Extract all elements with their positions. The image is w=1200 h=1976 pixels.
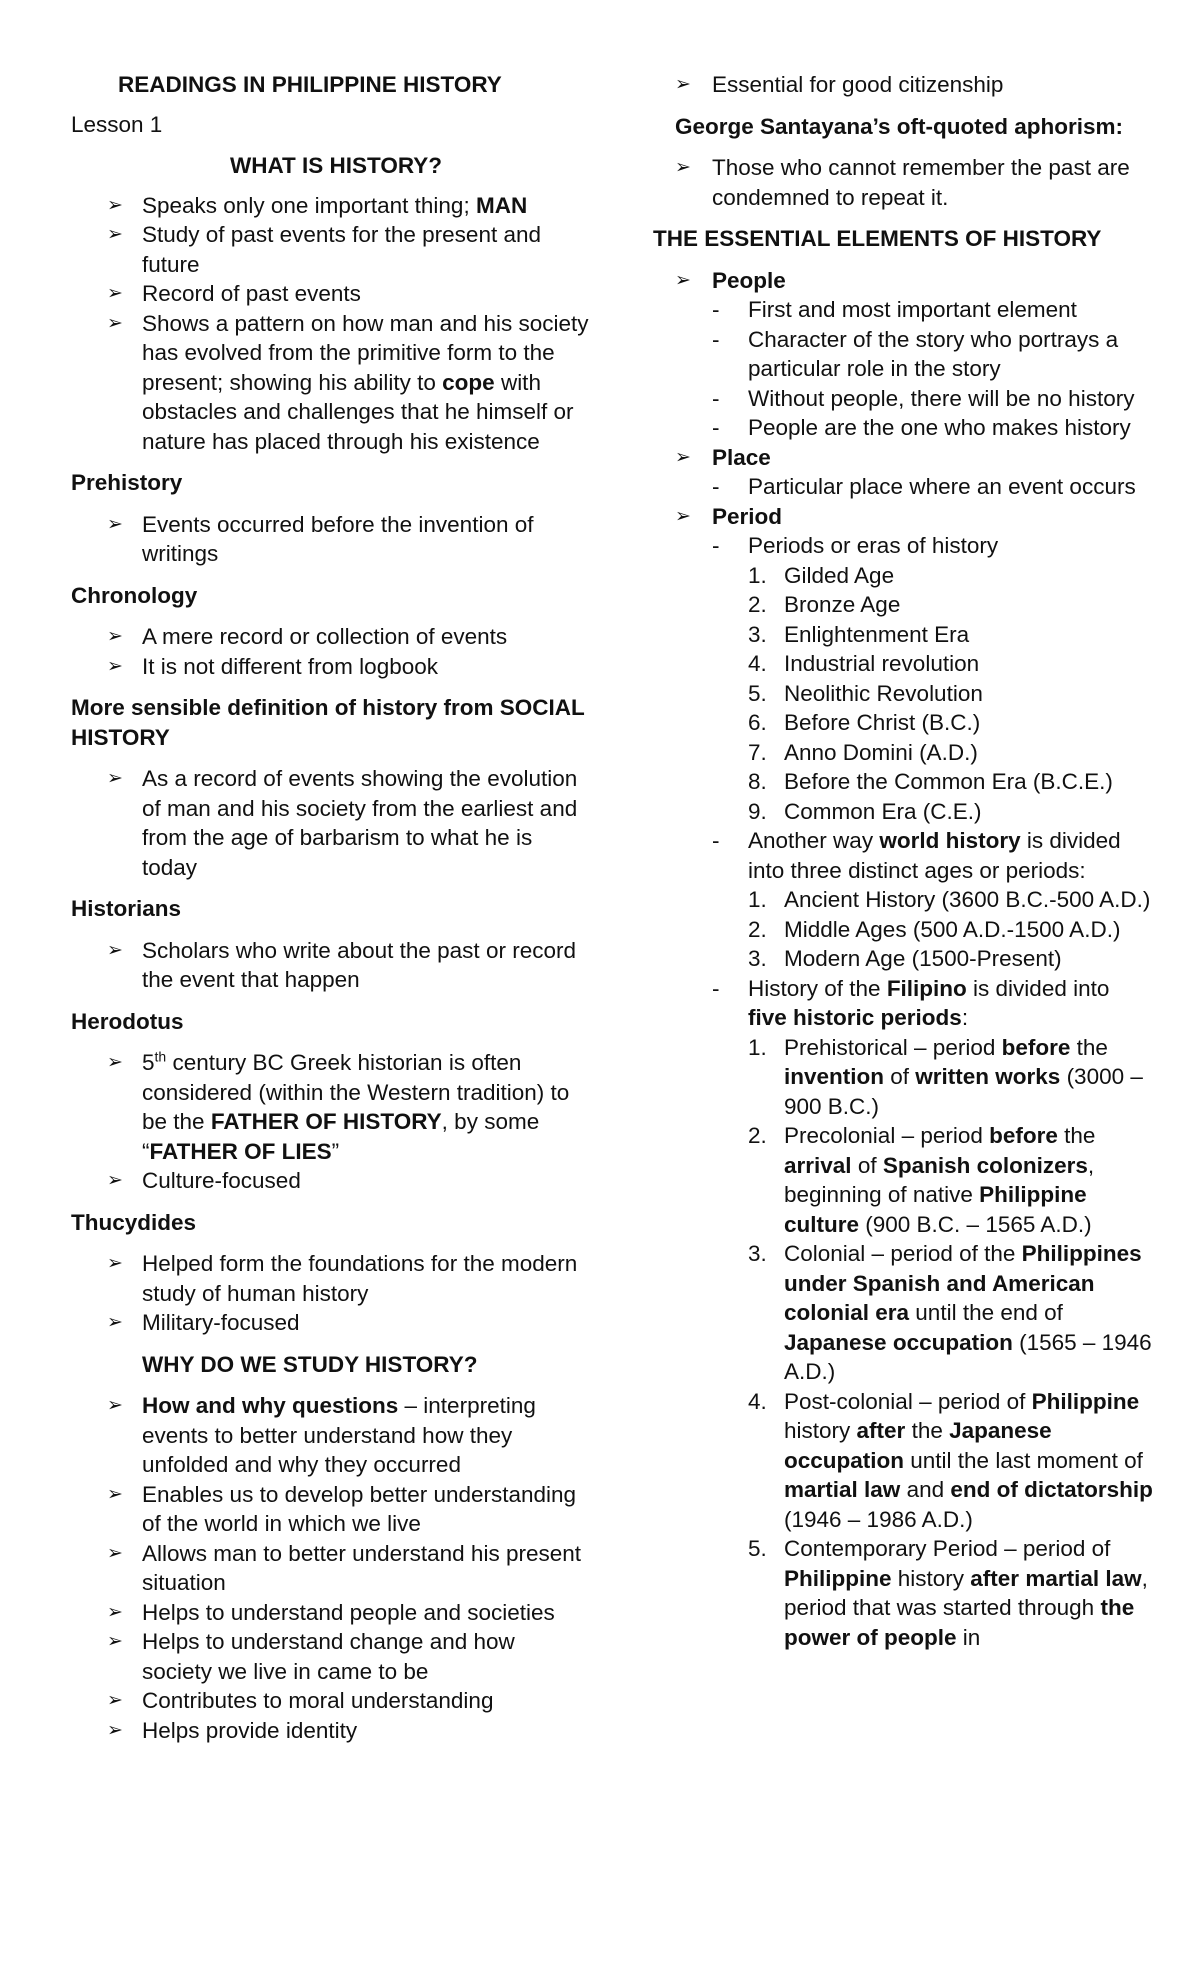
list-item: ➢ Study of past events for the present and future xyxy=(107,222,542,277)
list-item: 4. Post-colonial – period of Philippine history after the Japanese occupation until the last moment of martial law and end of dictatorship (1946 – 1986 A.D.) xyxy=(748,1388,1153,1532)
arrow-bullet-icon: ➢ xyxy=(107,1052,123,1073)
list-item: 3. Enlightenment Era xyxy=(748,621,970,647)
arrow-bullet-icon: ➢ xyxy=(107,1483,123,1505)
list-item: 3. Colonial – period of the Philippines under Spanish and American colonial era until the end of Japanese occupation (1565 – 1946 A.D.) xyxy=(748,1241,1152,1384)
prehistory-heading: Prehistory xyxy=(71,470,183,495)
list-item: - Without people, there will be no history xyxy=(712,385,1135,411)
citizenship-list xyxy=(653,70,1153,100)
list-item: ➢ Shows a pattern on how man and his society has evolved from the primitive form to the present; showing his ability to cope with obstacles and challenges that he himself or nature has placed through his existence xyxy=(107,310,589,454)
chronology-heading: Chronology xyxy=(71,582,198,608)
list-item: 4. Industrial revolution xyxy=(748,651,980,676)
list-item: 5. Neolithic Revolution xyxy=(748,680,983,706)
list-item: ➢ As a record of events showing the evolution of man and his society from the earliest and from the age of barbarism to what he is today xyxy=(107,766,578,880)
list-item: - Character of the story who portrays a particular role in the story xyxy=(712,326,1119,381)
arrow-bullet-icon: ➢ xyxy=(107,1690,123,1711)
list-item: 3. Modern Age (1500-Present) xyxy=(748,946,1062,971)
list-item: 6. Before Christ (B.C.) xyxy=(748,710,981,735)
list-item: ➢ It is not different from logbook xyxy=(71,652,591,682)
list-item: 9. Common Era (C.E.) xyxy=(748,798,982,824)
arrow-bullet-icon: ➢ xyxy=(107,194,123,216)
what-is-history-heading: WHAT IS HISTORY? xyxy=(229,153,443,178)
eras-list xyxy=(748,561,1153,827)
filipino-periods-list xyxy=(748,1033,1153,1653)
arrow-bullet-icon: ➢ xyxy=(107,224,123,245)
thucydides-list xyxy=(71,1249,591,1338)
element-people: ➢ People - First and most important element - Character of the story who portrays a particular role in the story - Without people, there will be no history - People are the one who makes history xyxy=(653,266,1153,443)
arrow-bullet-icon: ➢ xyxy=(107,1631,123,1652)
list-item: ➢ Allows man to better understand his present situation xyxy=(107,1540,581,1595)
list-item: ➢ 5th century BC Greek historian is often considered (within the Western tradition) to be the FATHER OF HISTORY, by some “FATHER OF LIES” xyxy=(107,1048,570,1164)
list-item: ➢ Essential for good citizenship xyxy=(653,70,1153,100)
list-item: ➢ Events occurred before the invention of writings xyxy=(107,511,534,566)
arrow-bullet-icon: ➢ xyxy=(107,1312,123,1333)
list-item: 7. Anno Domini (A.D.) xyxy=(748,739,978,765)
essential-elements-heading: THE ESSENTIAL ELEMENTS OF HISTORY xyxy=(653,226,1102,251)
historians-heading: Historians xyxy=(71,896,182,921)
list-item: 2. Middle Ages (500 A.D.-1500 A.D.) xyxy=(748,916,1121,942)
right-column xyxy=(653,70,1153,1664)
arrow-bullet-icon: ➢ xyxy=(107,1170,123,1191)
arrow-bullet-icon: ➢ xyxy=(107,1395,123,1416)
list-item: - First and most important element xyxy=(712,297,1077,322)
social-history-heading: More sensible definition of history from SOCIAL HISTORY xyxy=(71,695,585,750)
period-dash-list xyxy=(712,531,1153,1652)
list-item: 1. Ancient History (3600 B.C.-500 A.D.) xyxy=(748,887,1151,912)
arrow-bullet-icon: ➢ xyxy=(107,1253,123,1274)
list-item: - Particular place where an event occurs xyxy=(712,474,1136,499)
why-study-history-list xyxy=(71,1391,591,1745)
list-item: ➢ Enables us to develop better understanding of the world in which we live xyxy=(107,1481,577,1536)
chronology-list xyxy=(71,622,591,681)
arrow-bullet-icon: ➢ xyxy=(107,312,123,334)
list-item: - People are the one who makes history xyxy=(712,415,1131,440)
list-item: ➢ Helped form the foundations for the modern study of human history xyxy=(107,1251,578,1306)
list-item: ➢ Helps provide identity xyxy=(71,1716,591,1746)
list-item: ➢ Culture-focused xyxy=(71,1166,591,1196)
lesson-label: Lesson 1 xyxy=(71,111,163,137)
list-item: ➢ Scholars who write about the past or record the event that happen xyxy=(107,937,576,992)
list-item: - Another way world history is divided into three distinct ages or periods: 1. Ancient History (3600 B.C.-500 A.D.) 2. Middle Ages (500 A.D.-1500 A.D.) 3. Modern Age (1500-Present) xyxy=(712,826,1153,974)
arrow-bullet-icon: ➢ xyxy=(107,655,123,677)
arrow-bullet-icon: ➢ xyxy=(107,1719,123,1741)
arrow-bullet-icon: ➢ xyxy=(107,626,123,647)
left-column xyxy=(71,70,591,1757)
arrow-bullet-icon: ➢ xyxy=(107,1542,123,1564)
list-item: ➢ How and why questions – interpreting events to better understand how they unfolded and why they occurred xyxy=(107,1393,536,1477)
list-item: ➢ Helps to understand change and how society we live in came to be xyxy=(107,1629,515,1684)
list-item: ➢ Military-focused xyxy=(71,1308,591,1338)
herodotus-heading: Herodotus xyxy=(71,1008,184,1034)
list-item: - History of the Filipino is divided into five historic periods: 1. Prehistorical – period before the invention of written works (3000 – 900 B.C.) 2. Precolonial – period before the arrival of Spanish colonizers, beginning of native Philippine culture (900 B.C. – 1565 A.D.) 3. Colonial – period of the Philippines under Spanish and American colonial era until the end of Japanese occupation (1565 – 1946 A.D.) 4. Post-colonial – period of Philippine history after the Japanese occupation until the last moment of martial law and end of dictatorship (1946 – 1986 A.D.) 5. Contemporary Period – period of Philippine history after martial law, period that was started through the power of people in xyxy=(712,974,1153,1653)
why-study-history-heading: WHY DO WE STUDY HISTORY? xyxy=(142,1351,478,1377)
arrow-bullet-icon: ➢ xyxy=(675,446,691,468)
prehistory-list xyxy=(71,510,591,569)
arrow-bullet-icon: ➢ xyxy=(107,939,123,961)
list-item: 5. Contemporary Period – period of Philippine history after martial law, period that was started through the power of people in xyxy=(748,1536,1148,1650)
arrow-bullet-icon: ➢ xyxy=(675,505,691,527)
element-period: ➢ Period - Periods or eras of history 1. Gilded Age 2. Bronze Age 3. Enlightenment Era 4. Industrial revolution 5. Neolithic Revolution 6. Before Christ (B.C.) 7. Anno Domini (A.D.) 8. Before the Common Era (B.C.E.) 9. Common Era (C.E.) - Another way world history is divided into three distinct ages or periods: 1. Ancient History (3600 B.C.-500 A.D.) 2. Middle Ages (500 A.D.-1500 A.D.) 3. Modern Age (1500-Present) - History of the Filipino is divided into five historic periods: 1. Prehistorical – period before the invention of written works (3000 – 900 B.C.) 2. Precolonial – period before the arrival of Spanish colonizers, beginning of native Philippine culture (900 B.C. – 1565 A.D.) 3. Colonial – period of the Philippines under Spanish and American colonial era until the end of Japanese occupation (1565 – 1946 A.D.) 4. Post-colonial – period of Philippine history after the Japanese occupation until the last moment of martial law and end of dictatorship (1946 – 1986 A.D.) 5. Contemporary Period – period of Philippine history after martial law, period that was started through the power of people in xyxy=(653,502,1153,1653)
arrow-bullet-icon: ➢ xyxy=(107,1601,123,1623)
herodotus-list xyxy=(71,1048,591,1196)
place-dash-list xyxy=(712,472,1153,502)
arrow-bullet-icon: ➢ xyxy=(107,513,123,535)
list-item: ➢ Helps to understand people and societies xyxy=(71,1598,591,1628)
people-dash-list xyxy=(712,295,1153,443)
arrow-bullet-icon: ➢ xyxy=(107,283,123,304)
element-place: ➢ Place - Particular place where an event occurs xyxy=(653,443,1153,502)
list-item: ➢ Record of past events xyxy=(71,279,591,309)
arrow-bullet-icon: ➢ xyxy=(675,74,691,95)
arrow-bullet-icon: ➢ xyxy=(107,768,123,789)
social-history-list xyxy=(71,764,591,882)
list-item: ➢ Speaks only one important thing; MAN xyxy=(71,191,591,221)
list-item: 1. Gilded Age xyxy=(748,562,895,588)
list-item: 1. Prehistorical – period before the invention of written works (3000 – 900 B.C.) xyxy=(748,1034,1143,1119)
thucydides-heading: Thucydides xyxy=(71,1209,197,1235)
list-item: 2. Bronze Age xyxy=(748,592,901,617)
list-item: ➢ Contributes to moral understanding xyxy=(71,1686,591,1716)
elements-list xyxy=(653,266,1153,1653)
santayana-heading: George Santayana’s oft-quoted aphorism: xyxy=(675,113,1123,139)
world-ages-list xyxy=(748,885,1153,974)
arrow-bullet-icon: ➢ xyxy=(675,157,691,178)
what-is-history-list xyxy=(71,191,591,457)
list-item: 2. Precolonial – period before the arrival of Spanish colonizers, beginning of native Philippine culture (900 B.C. – 1565 A.D.) xyxy=(748,1123,1096,1237)
list-item: - Periods or eras of history 1. Gilded Age 2. Bronze Age 3. Enlightenment Era 4. Industrial revolution 5. Neolithic Revolution 6. Before Christ (B.C.) 7. Anno Domini (A.D.) 8. Before the Common Era (B.C.E.) 9. Common Era (C.E.) xyxy=(712,531,1153,826)
historians-list xyxy=(71,936,591,995)
santayana-list xyxy=(653,153,1153,212)
list-item: 8. Before the Common Era (B.C.E.) xyxy=(748,769,1113,794)
document-title: READINGS IN PHILIPPINE HISTORY xyxy=(118,72,502,97)
arrow-bullet-icon: ➢ xyxy=(675,269,691,291)
list-item: ➢ A mere record or collection of events xyxy=(71,622,591,652)
list-item: ➢ Those who cannot remember the past are condemned to repeat it. xyxy=(675,155,1130,210)
